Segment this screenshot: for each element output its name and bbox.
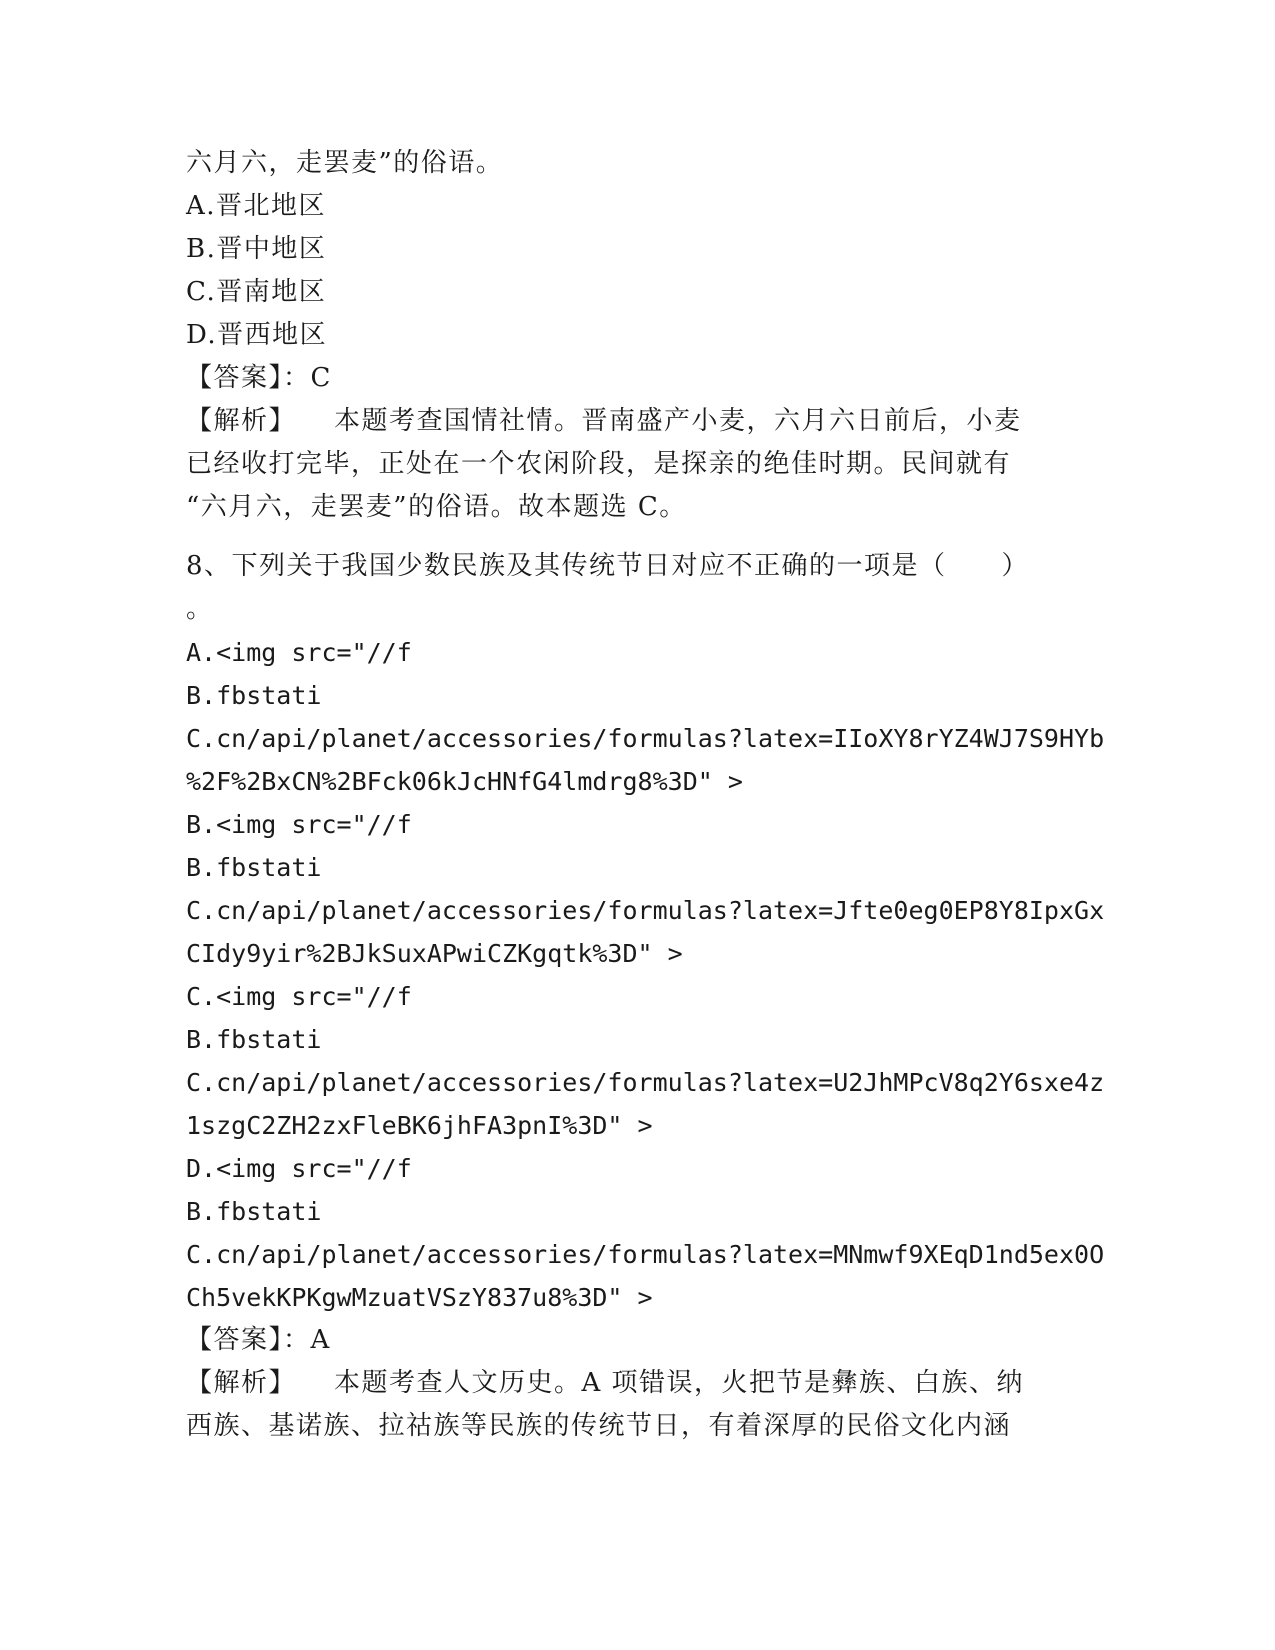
q8-option-line-11: C.cn/api/planet/accessories/formulas?latex=U2JhMPcV8q2Y6sxe4z — [186, 1068, 1105, 1097]
q8-option-line-15: C.cn/api/planet/accessories/formulas?latex=MNmwf9XEqD1nd5ex0O — [186, 1240, 1105, 1269]
q8-analysis-label: 【解析】 — [186, 1368, 297, 1398]
q8-option-line-16: Ch5vekKPKgwMzuatVSzY837u8%3D" > — [186, 1283, 653, 1312]
q8-option-line-4: %2F%2BxCN%2BFck06kJcHNfG4lmdrg8%3D" > — [186, 767, 743, 796]
q7-answer — [186, 357, 1066, 400]
q8-option-line-8: CIdy9yir%2BJkSuxAPwiCZKgqtk%3D" > — [186, 939, 683, 968]
q8-option-line-6: B.fbstati — [186, 853, 322, 882]
q7-answer-value: C — [310, 363, 332, 393]
q8-option-line-13: D.<img src="//f — [186, 1154, 412, 1183]
q8-option-line-9: C.<img src="//f — [186, 982, 412, 1011]
q8-stem-line-1: 8、下列关于我国少数民族及其传统节日对应不正确的一项是（ ） — [186, 551, 1030, 581]
q7-analysis-line-3: “六月六，走罢麦”的俗语。故本题选 C。 — [186, 492, 687, 522]
q8-analysis-first — [186, 1362, 1066, 1405]
q7-analysis-line-2: 已经收打完毕，正处在一个农闲阶段，是探亲的绝佳时期。民间就有 — [186, 449, 1012, 479]
q8-answer-label: 【答案】： — [186, 1325, 311, 1355]
q8-option-line-3: C.cn/api/planet/accessories/formulas?latex=IIoXY8rYZ4WJ7S9HYb — [186, 724, 1105, 753]
q7-option-a: A.晋北地区 — [186, 191, 327, 221]
q7-analysis-line-1: 本题考查国情社情。晋南盛产小麦，六月六日前后，小麦 — [334, 406, 1022, 436]
q7-option-c: C.晋南地区 — [186, 277, 327, 307]
q8-option-line-10: B.fbstati — [186, 1025, 322, 1054]
q7-option-b: B.晋中地区 — [186, 234, 327, 264]
q7-answer-label: 【答案】： — [186, 363, 311, 393]
q8-option-line-12: 1szgC2ZH2zxFleBK6jhFA3pnI%3D" > — [186, 1111, 653, 1140]
q8-answer-value: A — [310, 1325, 331, 1355]
q7-analysis-first — [186, 400, 1066, 443]
q8-stem-line-2: 。 — [186, 594, 214, 624]
q7-analysis-label: 【解析】 — [186, 406, 297, 436]
q8-option-line-5: B.<img src="//f — [186, 810, 412, 839]
q8-option-line-7: C.cn/api/planet/accessories/formulas?latex=Jfte0eg0EP8Y8IpxGx — [186, 896, 1105, 925]
q7-stem-tail: 六月六，走罢麦”的俗语。 — [186, 148, 504, 178]
q8-analysis-line-1: 本题考查人文历史。A 项错误，火把节是彝族、白族、纳 — [334, 1368, 1025, 1398]
q8-analysis-line-2: 西族、基诺族、拉祜族等民族的传统节日，有着深厚的民俗文化内涵 — [186, 1411, 1012, 1441]
q7-option-d: D.晋西地区 — [186, 320, 328, 350]
q8-option-line-14: B.fbstati — [186, 1197, 322, 1226]
q8-answer — [186, 1319, 1066, 1362]
q8-option-line-1: A.<img src="//f — [186, 638, 412, 667]
q8-option-line-2: B.fbstati — [186, 681, 322, 710]
page-content — [186, 142, 1105, 1448]
